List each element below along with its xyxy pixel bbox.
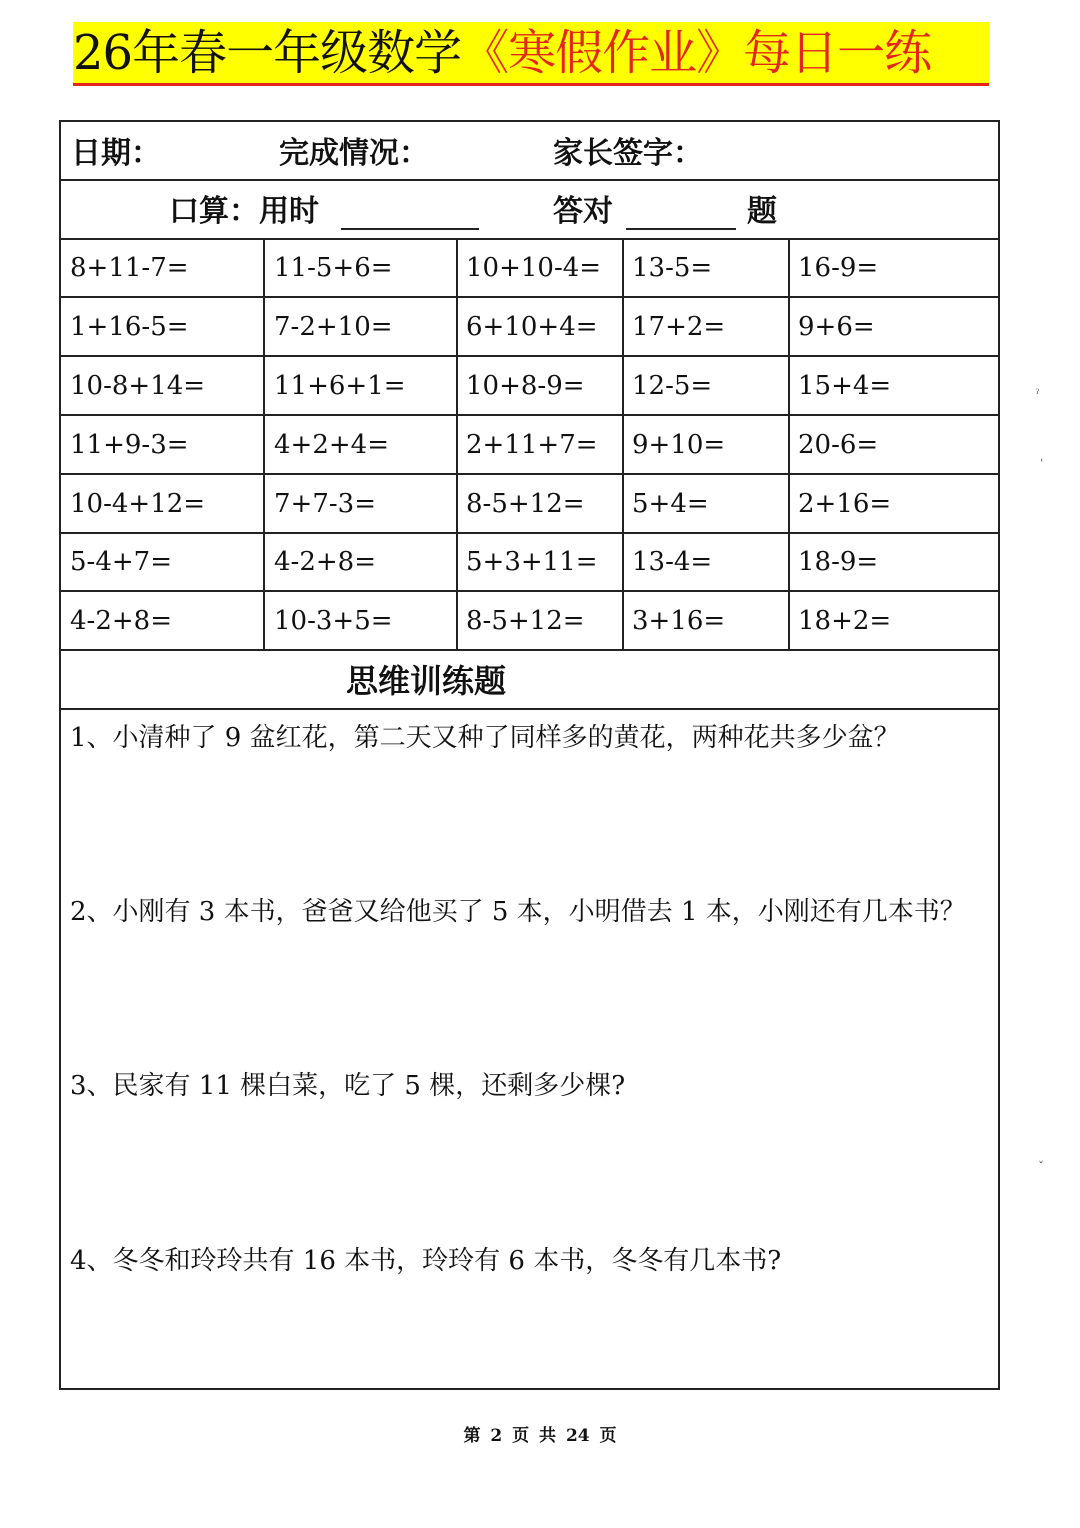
calc-problem: 8-5+12= — [466, 606, 585, 636]
date-label: 日期： — [71, 136, 161, 171]
thinking-section-title: 思维训练题 — [345, 662, 506, 700]
scan-speck: ˀ — [1036, 387, 1040, 401]
scan-speck: ˯ — [1038, 1149, 1044, 1163]
correct-count-blank-line[interactable] — [626, 228, 736, 230]
calc-problem: 16-9= — [798, 253, 879, 283]
grid-col-divider — [788, 238, 790, 649]
title-homework-name: 《寒假作业》每日一练 — [461, 24, 932, 81]
grid-col-divider — [622, 238, 624, 649]
title-grade-subject: 26年春一年级数学 — [73, 24, 462, 81]
thinking-title-divider — [61, 708, 998, 710]
calc-problem: 5+3+11= — [466, 547, 598, 577]
calc-problem: 18-9= — [798, 547, 879, 577]
calc-problem: 2+16= — [798, 489, 892, 519]
calc-problem: 7-2+10= — [274, 312, 393, 342]
calc-problem: 9+10= — [632, 430, 726, 460]
calc-problem: 7+7-3= — [274, 489, 376, 519]
calc-problem: 9+6= — [798, 312, 875, 342]
calc-problem: 6+10+4= — [466, 312, 598, 342]
calc-problem: 18+2= — [798, 606, 892, 636]
calc-problem: 10+10-4= — [466, 253, 602, 283]
header-divider — [61, 179, 998, 181]
grid-row-divider — [61, 414, 998, 416]
question-unit-label: 题 — [747, 194, 777, 229]
title-banner — [73, 22, 989, 86]
correct-count-label: 答对 — [553, 194, 613, 229]
grid-row-divider — [61, 296, 998, 298]
page-number: 第 2 页 共 24 页 — [463, 1426, 617, 1446]
oral-calc-time-label: 口算：用时 — [169, 194, 319, 229]
grid-bottom-divider — [61, 649, 998, 651]
calc-problem: 8+11-7= — [70, 253, 189, 283]
calc-problem: 15+4= — [798, 371, 892, 401]
calc-problem: 8-5+12= — [466, 489, 585, 519]
calc-problem: 13-5= — [632, 253, 713, 283]
calc-problem: 12-5= — [632, 371, 713, 401]
calc-problem: 13-4= — [632, 547, 713, 577]
grid-row-divider — [61, 532, 998, 534]
calc-problem: 10-4+12= — [70, 489, 206, 519]
parent-signature-label: 家长签字： — [553, 136, 703, 171]
grid-col-divider — [456, 238, 458, 649]
calc-problem: 4+2+4= — [274, 430, 389, 460]
calc-problem: 10-3+5= — [274, 606, 393, 636]
word-problem-2: 2、小刚有 3 本书，爸爸又给他买了 5 本，小明借去 1 本，小刚还有几本书？ — [70, 897, 966, 927]
grid-row-divider — [61, 355, 998, 357]
calc-problem: 11+9-3= — [70, 430, 189, 460]
calc-problem: 11+6+1= — [274, 371, 406, 401]
word-problem-1: 1、小清种了 9 盆红花，第二天又种了同样多的黄花，两种花共多少盆？ — [70, 723, 900, 753]
calc-problem: 17+2= — [632, 312, 726, 342]
calc-problem: 2+11+7= — [466, 430, 598, 460]
time-blank-line[interactable] — [341, 228, 479, 230]
calc-problem: 10+8-9= — [466, 371, 585, 401]
grid-row-divider — [61, 473, 998, 475]
calc-problem: 3+16= — [632, 606, 726, 636]
grid-row-divider — [61, 590, 998, 592]
completion-status-label: 完成情况： — [279, 136, 429, 171]
calc-problem: 5+4= — [632, 489, 709, 519]
word-problem-3: 3、民家有 11 棵白菜，吃了 5 棵，还剩多少棵? — [70, 1071, 626, 1101]
calc-problem: 20-6= — [798, 430, 879, 460]
calc-problem: 1+16-5= — [70, 312, 189, 342]
calc-problem: 11-5+6= — [274, 253, 393, 283]
worksheet-frame — [59, 120, 1000, 1390]
oral-calc-divider — [61, 238, 998, 240]
word-problem-4: 4、冬冬和玲玲共有 16 本书，玲玲有 6 本书，冬冬有几本书? — [70, 1246, 782, 1276]
calc-problem: 10-8+14= — [70, 371, 206, 401]
calc-problem: 4-2+8= — [274, 547, 376, 577]
grid-col-divider — [263, 238, 265, 649]
calc-problem: 4-2+8= — [70, 606, 172, 636]
calc-problem: 5-4+7= — [70, 547, 172, 577]
scan-speck: ˌ — [1040, 449, 1044, 463]
